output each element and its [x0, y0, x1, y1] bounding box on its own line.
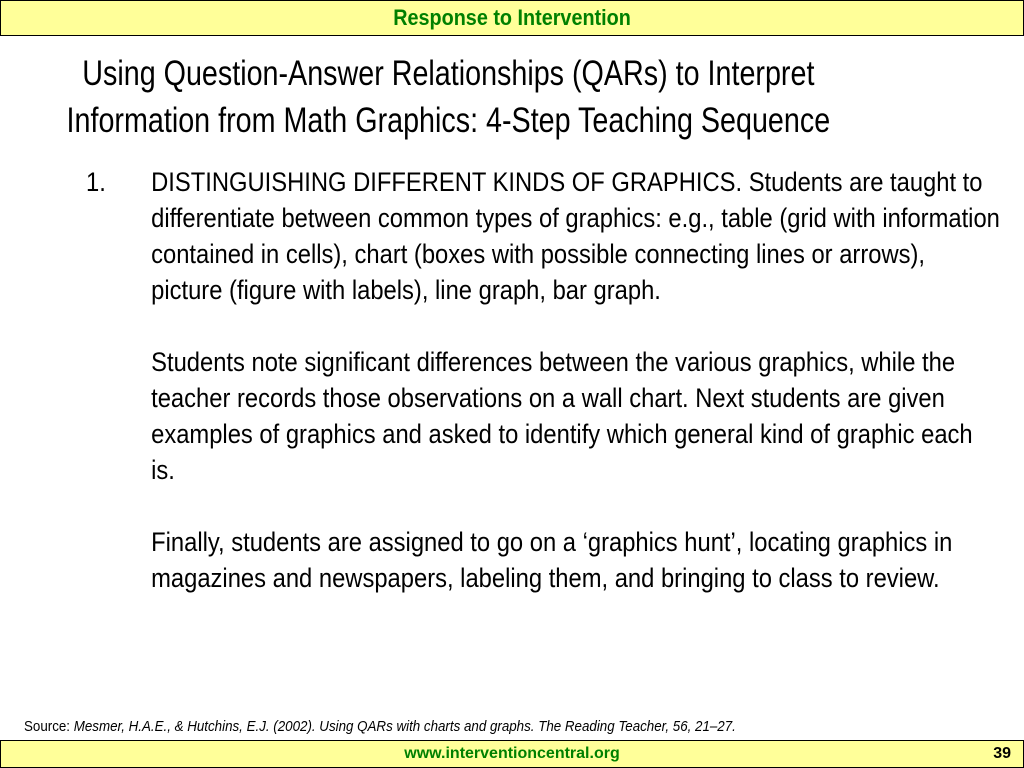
item-paragraph: Students note significant differences between the various graphics, while the teacher records those observations on a wall chart. Next students are given examples of graphics and asked to identify which general kind of graphic each is. — [151, 347, 973, 485]
header-bar — [0, 0, 1024, 36]
item-paragraph: Finally, students are assigned to go on a ‘graphics hunt’, locating graphics in magazines and newspapers, labeling them, and bringing to class to review. — [151, 527, 953, 593]
item-number: 1. — [86, 167, 106, 197]
citation-label: Source: — [24, 718, 74, 735]
slide-title-line-2: Information from Math Graphics: 4-Step Teaching Sequence — [66, 101, 831, 140]
page-number: 39 — [993, 745, 1011, 762]
slide-title — [40, 50, 857, 144]
header-title: Response to Intervention — [393, 5, 631, 30]
citation-text: Mesmer, H.A.E., & Hutchins, E.J. (2002). Using QARs with charts and graphs. The Reading Teacher, 56, 21–27. — [73, 718, 736, 735]
item-body — [151, 164, 1001, 632]
footer-url[interactable]: www.interventioncentral.org — [404, 745, 620, 762]
source-citation — [24, 717, 736, 737]
footer-bar — [0, 740, 1024, 768]
item-paragraph: DISTINGUISHING DIFFERENT KINDS OF GRAPHICS. Students are taught to differentiate between common types of graphics: e.g., table (grid with information contained in cells), chart (boxes with possible connecting lines or arrows), picture (figure with labels), line graph, bar graph. — [151, 167, 1000, 305]
slide-title-line-1: Using Question-Answer Relationships (QARs) to Interpret — [82, 54, 815, 93]
